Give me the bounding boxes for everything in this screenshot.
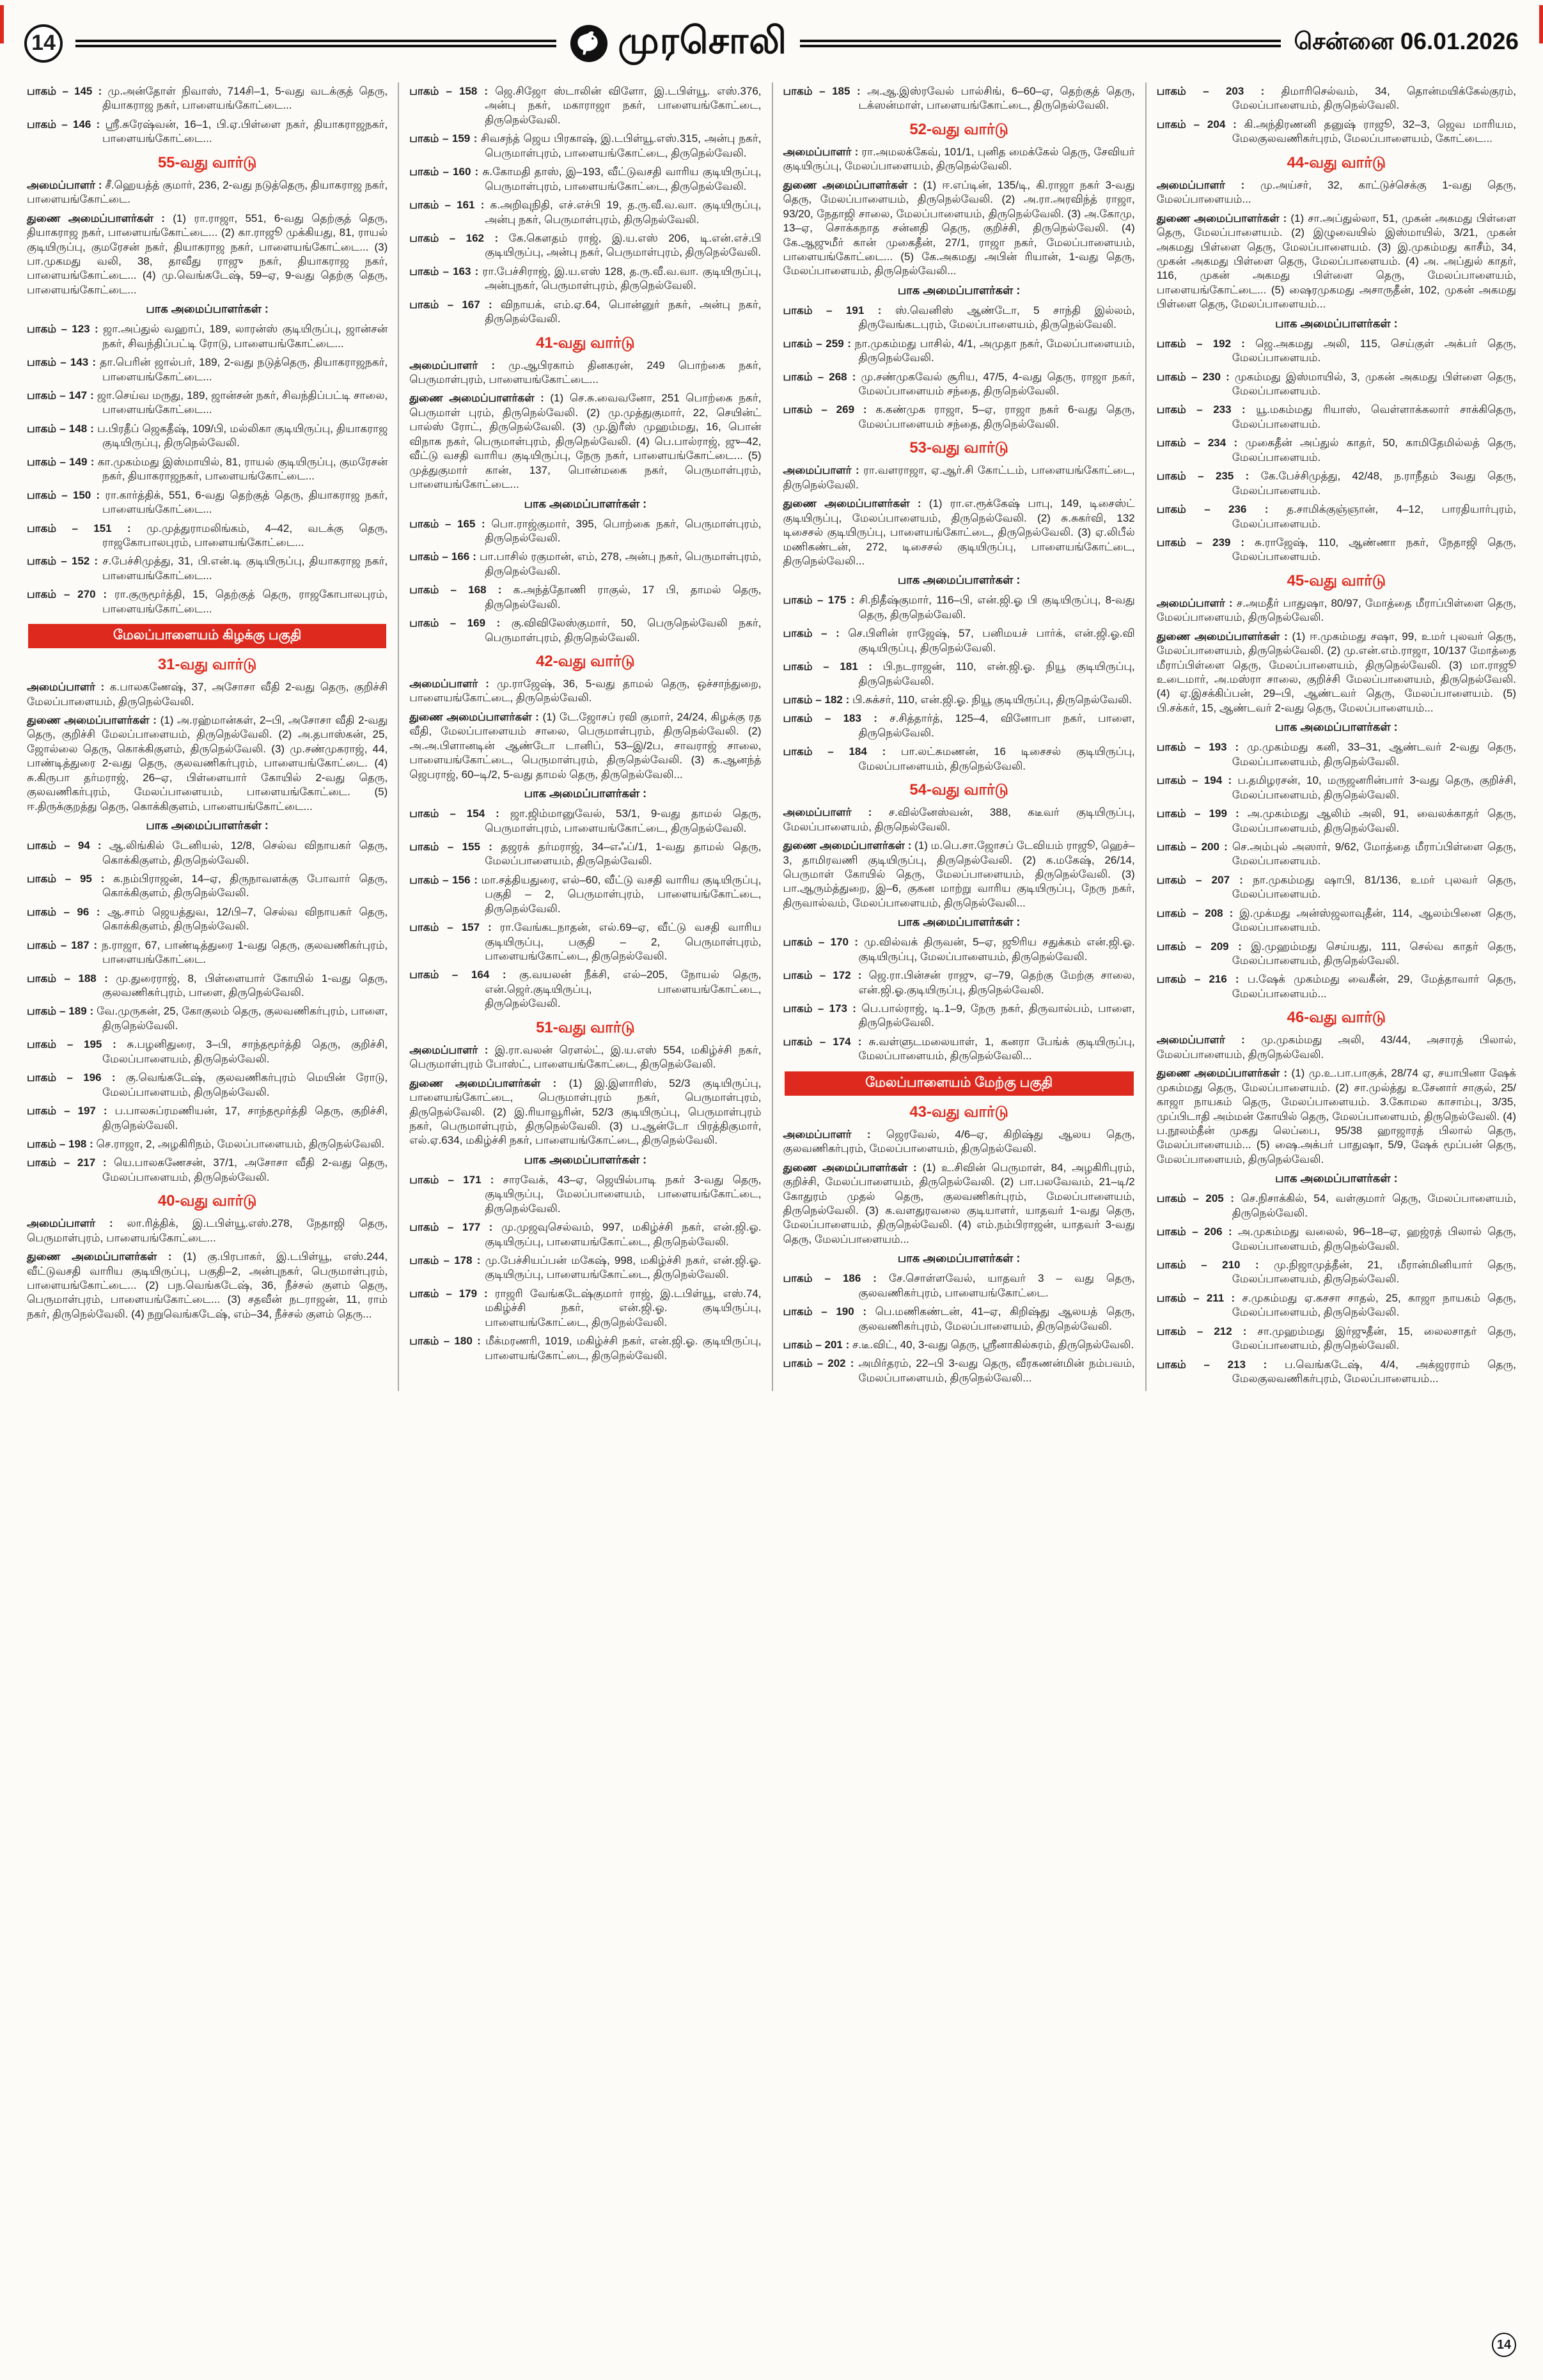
group-label: பாக அமைப்பாளர்கள் : (1275, 1172, 1398, 1185)
group-label: பாக அமைப்பாளர்கள் : (146, 302, 269, 316)
paagam-number-label: பாகம் – 200 : (1156, 840, 1233, 853)
group-label: பாக அமைப்பாளர்கள் : (897, 283, 1021, 297)
paagam-number-label: பாகம் – 175 : (783, 594, 859, 607)
paagam-number-label: பாகம் – 198 : (27, 1137, 97, 1150)
paagam-number-label: பாகம் – 182 : (783, 694, 852, 706)
murasoli-rooster-logo-icon (569, 24, 609, 63)
paagam-entry: பாகம் – 213 : ப.வெங்கடேஷ், 4/4, அக்ஜரராம் தெரு, மேலகுலவணிகர்புரம், மேலப்பாளையம்... (1156, 1358, 1516, 1385)
paagam-entry: பாகம் – 212 : சா.முஹம்மது இர்ஜுதீன், 15, லைலசாதர் தெரு, மேலப்பாளையம், திருநெல்வேலி. (1156, 1325, 1516, 1352)
paagam-number-label: பாகம் – 217 : (27, 1156, 114, 1169)
paagam-entry: பாகம் – 206 : அ.முகம்மது வலைல், 96–18–ஏ, ஹஜ்ரத் பிலால் தெரு, மேலப்பாளையம், திருநெல்வேலி. (1156, 1225, 1516, 1252)
paagam-number-label: பாகம் – 193 : (1156, 741, 1248, 754)
paagam-number-label: பாகம் – 170 : (783, 936, 865, 949)
ward-title: 53-வது வார்டு (909, 439, 1008, 457)
role-paragraph: துணை அமைப்பாளர்கள் : (1) ரா.ராஜா, 551, 6-வது தெற்குத் தெரு, தியாகராஜ நகர், பாளையங்கோட்டை... (2) கா.ராஜூ முக்கியது, 81, ராயல் குடியிருப்பு, குமரேசன் நகர், தியாகராஜ நகர், பாளையங்கோட்டை... (3) பா.முகமது வலி, 38, தாவீது ராஜு நகர், தியாகராஜ நகர், பாளையங்கோட்டை... (4) மு.வெங்கடேஷ், 59–ஏ, 9-வது தெற்கு தெரு, பாளையங்கோட்டை... (27, 212, 388, 296)
paagam-entry: பாகம் – 210 : மு.நிஜாமுத்தீன், 21, மீரான்மினியார் தெரு, மேலப்பாளையம், திருநெல்வேலி. (1156, 1259, 1516, 1286)
paagam-entry: பாகம் – 182 : பி.சுக்சர், 110, என்.ஜி.ஓ. நியூ குடியிருப்பு, திருநெல்வேலி. (783, 694, 1132, 706)
role-lead-label: துணை அமைப்பாளர்கள் : (1156, 212, 1291, 224)
paagam-number-label: பாகம் – 169 : (409, 617, 512, 630)
paagam-number-label: பாகம் – 213 : (1156, 1358, 1285, 1371)
paagam-number-label: பாகம் – 204 : (1156, 118, 1244, 130)
paagam-number-label: பாகம் – 196 : (27, 1071, 126, 1084)
role-paragraph: துணை அமைப்பாளர்கள் : (1) செ.சு.வைவனோ, 251 பொற்கை நகர், பெருமாள் புரம், திருநெல்வேலி. (2) மு.முத்துகுமார், 22, செயின்ட் பால்ஸ் ரோட், திருநெல்வேலி. (3) மு.இரீஸ் முஹம்மது, 16, பொன் விநாக நகர், பெருமாள்புரம், திருநெல்வேலி. (4) பெ.பால்ராஜ், ஜு–42, வீட்டு வசதி வாரிய குடியிருப்பு, நேரு நகர், பாளையங்கோட்டை... (5) முத்துகுமார் கான், 137, பொன்மகை நகர், பெருமாள்புரம், பாளையங்கோட்டை... (409, 392, 762, 491)
paagam-number-label: பாகம் – 168 : (409, 584, 513, 596)
paagam-entry: பாகம் – 181 : பி.நடராஜன், 110, என்.ஜி.ஓ. நியூ குடியிருப்பு, திருநெல்வேலி. (783, 660, 1135, 687)
paagam-entry: பாகம் – 146 : ஸ்ரீ.சுரேஷ்வன், 16–1, பி.ஏ.பிள்ளை நகர், தியாகராஜநகர், பாளையங்கோட்டை... (27, 118, 388, 145)
role-lead-label: துணை அமைப்பாளர்கள் : (783, 839, 915, 852)
paagam-number-label: பாகம் – 155 : (409, 840, 501, 853)
masthead-rule-right (800, 40, 1281, 47)
ward-title: 31-வது வார்டு (157, 656, 257, 674)
paagam-entry: பாகம் – 236 : த.சாமிக்குஞ்ஞான், 4–12, பாரதியார்புரம், மேலப்பாளையம். (1156, 503, 1516, 530)
paagam-entry: பாகம் – 230 : முகம்மது இஸ்மாயில், 3, முகன் அகமது பிள்ளை தெரு, மேலப்பாளையம். (1156, 370, 1516, 397)
paagam-entry: பாகம் – 183 : ச.சித்தார்த், 125–4, வினோபா நகர், பாளை, திருநெல்வேலி. (783, 712, 1135, 739)
paagam-number-label: பாகம் – : (783, 627, 849, 640)
paagam-entry: பாகம் – 199 : அ.முகம்மது ஆலிம் அலி, 91, வைலக்காதர் தெரு, மேலப்பாளையம், திருநெல்வேலி. (1156, 807, 1516, 834)
role-paragraph: அமைப்பாளர் : சீ.ஹெயத்த் குமார், 236, 2-வது நடுத்தெரு, தியாகராஜ நகர், பாளையங்கோட்டை. (27, 178, 388, 206)
paagam-entry: பாகம் – 207 : நா.முகம்மது ஷாபி, 81/136, உமர் புலவர் தெரு, மேலப்பாளையம். (1156, 873, 1516, 901)
paagam-entry: பாகம் – 198 : செ.ராஜா, 2, அழகிரிநம், மேலப்பாளையம், திருநெல்வேலி. (27, 1137, 385, 1150)
paagam-entry: பாகம் – 174 : சு.வள்ளுடமலையாள், 1, கனரா பேங்க் குடியிருப்பு, மேலப்பாளையம், திருநெல்வேலி... (783, 1035, 1135, 1062)
paagam-entry: பாகம் – 161 : க.அறிவுநிதி, எச்.எச்பி 19, த.ரு.வீ.வ.வா. குடியிருப்பு, அன்பு நகர், பெருமாள்புரம், திருநெல்வேலி. (409, 199, 762, 226)
paagam-number-label: பாகம் – 230 : (1156, 370, 1235, 383)
paagam-entry: பாகம் – 151 : மு.முத்துராமலிங்கம், 4–42, வடக்கு தெரு, ராஜகோபாலபுரம், பாளையங்கோட்டை... (27, 522, 388, 548)
paagam-number-label: பாகம் – 184 : (783, 745, 901, 758)
paagam-number-label: பாகம் – 145 : (27, 85, 108, 97)
role-paragraph: அமைப்பாளர் : மு.அய்சர், 32, காட்டுச்செக்கு 1-வது தெரு, மேலப்பாளையம்... (1156, 178, 1517, 206)
group-label: பாக அமைப்பாளர்கள் : (897, 1252, 1021, 1265)
paagam-entry: பாகம் – 190 : பெ.மணிகண்டன், 41–ஏ, கிறிஷ்து ஆலயத் தெரு, குலவணிகர்புரம், மேலப்பாளையம், திருநெல்வேலி. (783, 1305, 1135, 1332)
paagam-entry: பாகம் – 156 : மா.சத்தியதுரை, எல்–60, வீட்டு வசதி வாரிய குடியிருப்பு, பகுதி – 2, பெருமாள்புரம், பாளையங்கோட்டை, திருநெல்வேலி. (409, 873, 762, 915)
paagam-number-label: பாகம் – 235 : (1156, 470, 1261, 483)
paagam-entry: பாகம் – 268 : மு.சண்முகவேல் சூரிய, 47/5, 4-வது தெரு, ராஜா நகர், மேலப்பாளையம் சந்தை, திருநெல்வேலி. (783, 370, 1135, 397)
paagam-entry: பாகம் – 180 : மீக்மரணரி, 1019, மகிழ்ச்சி நகர், என்.ஜி.ஓ. குடியிருப்பு, பாளையங்கோட்டை, திருநெல்வேலி. (409, 1335, 762, 1362)
paagam-number-label: பாகம் – 216 : (1156, 973, 1248, 986)
paagam-entry: பாகம் – 188 : மு.துரைராஜ், 8, பிள்ளையார் கோயில் 1-வது தெரு, குலவணிகர்புரம், பாளை, திருநெல்வேலி. (27, 972, 388, 999)
role-lead-label: துணை அமைப்பாளர்கள் : (1156, 1067, 1292, 1080)
group-label: பாக அமைப்பாளர்கள் : (897, 573, 1021, 587)
role-paragraph: அமைப்பாளர் : க.பாலகணேஷ், 37, அசோசா வீதி 2-வது தெரு, குறிச்சி மேலப்பாளையம், திருநெல்வேலி. (27, 681, 388, 708)
paagam-entry: பாகம் – 179 : ராஜரி வேங்கடேஷ்குமார் ராஜ், இ.டபிள்யூ, எஸ்.74, மகிழ்ச்சி நகர், என்.ஜி.ஓ. குடியிருப்பு, பாளையங்கோட்டை, திருநெல்வேலி. (409, 1287, 762, 1328)
paagam-number-label: பாகம் – 189 : (27, 1005, 97, 1018)
group-label: பாக அமைப்பாளர்கள் : (524, 787, 647, 800)
paagam-entry: பாகம் – 217 : யெ.பாலகணேசன், 37/1, அசோசா வீதி 2-வது தெரு, மேலப்பாளையம், திருநெல்வேலி. (27, 1156, 388, 1183)
group-label: பாக அமைப்பாளர்கள் : (524, 497, 647, 510)
page-number-badge: 14 (24, 24, 63, 63)
role-lead-label: அமைப்பாளர் : (1156, 178, 1260, 191)
role-lead-label: துணை அமைப்பாளர்கள் : (27, 714, 161, 726)
paagam-entry: பாகம் – 152 : ச.பேச்சிமுத்து, 31, பி.என்.டி குடியிருப்பு, தியாகராஜ நகர், பாளையங்கோட்டை... (27, 555, 388, 582)
paagam-number-label: பாகம் – 172 : (783, 969, 869, 982)
paagam-entry: பாகம் – 270 : ரா.குருமூர்த்தி, 15, தெற்குத் தெரு, ராஜகோபாலபுரம், பாளையங்கோட்டை... (27, 588, 388, 615)
edition-date (1294, 28, 1519, 58)
paagam-entry: பாகம் – 168 : க.அந்த்தோணி ராகுல், 17 பி, தாமல் தெரு, திருநெல்வேலி. (409, 584, 762, 611)
paagam-entry: பாகம் – 233 : யூ.மகம்மது ரியாஸ், வெள்ளாக்கலார் சாக்கிதெரு, மேலப்பாளையம். (1156, 403, 1516, 430)
role-lead-label: அமைப்பாளர் : (27, 178, 106, 191)
paagam-entry: பாகம் – 162 : கே.கௌதம் ராஜ், இ.ய.எஸ் 206, டி.என்.எச்.பி குடியிருப்பு, அன்பு நகர், பெருமாள்புரம், திருநெல்வேலி. (409, 231, 762, 259)
paagam-number-label: பாகம் – 268 : (783, 370, 861, 383)
paagam-number-label: பாகம் – 161 : (409, 199, 490, 212)
ward-title: 54-வது வார்டு (909, 781, 1008, 799)
paagam-entry: பாகம் – 145 : மு.அன்தோள் நிவாஸ், 714சி–1, 5-வது வடக்குத் தெரு, தியாகராஜ நகர், பாளையங்கோட்டை... (27, 85, 388, 112)
paagam-entry: பாகம் – 201 : ச.டீ.விட், 40, 3-வது தெரு, ஸ்ரீனாகில்சுரம், திருநெல்வேலி. (783, 1339, 1134, 1351)
paagam-entry: பாகம் – 204 : கி.அந்திரணனி தனுஷ் ராஜூ, 32–3, ஜெவ மாரியம, மேலகுலவணிகர்புரம், மேலப்பாளையம், கோட்டை... (1156, 118, 1517, 145)
paagam-entry: பாகம் – 235 : கே.பேச்சிமுத்து, 42/48, ந.ராநீதம் 3வது தெரு, மேலப்பாளையம். (1156, 470, 1516, 497)
paagam-number-label: பாகம் – 171 : (409, 1173, 503, 1186)
role-paragraph: அமைப்பாளர் : ரா.அமலக்கேவ், 101/1, புனித மைக்கேல் தெரு, சேவியர் குடியிருப்பு, மேலப்பாளையம், திருநெல்வேலி. (783, 145, 1135, 173)
paagam-number-label: பாகம் – 157 : (409, 921, 500, 934)
paagam-number-label: பாகம் – 191 : (783, 304, 895, 316)
masthead-title: முரசொலி (618, 20, 788, 61)
paagam-number-label: பாகம் – 183 : (783, 712, 890, 725)
role-paragraph: துணை அமைப்பாளர்கள் : (1) மு.உ.பா.பாகுக், 28/74 ஏ, சயாபினா ஷேக் முகம்மது தெரு, மேலப்பாளையம். (2) சா.முல்த்து உசேனார் சாகுல், 25/காஜா நாயகம் தெரு, மேலப்பாளையம். 3.கோமல காசாம்பு, 3/35, முப்பிடாதி அம்மன் கோயில் தெரு, மேலப்பாளையம், திருநெல்வேலி. (4) ப.நூலம்தீன் முகது லெப்பை, 95/38 ஹாஜாரத் பிலால் தெரு, மேலப்பாளையம்... (5) ஷை.அக்பர் பாதுஷா, 5/9, ஷேக் மூப்பன் தெரு, மேலப்பாளையம், திருநெல்வேலி. (1156, 1067, 1516, 1165)
paagam-entry: பாகம் – 158 : ஜெ.சிஜோ ஸ்டாலின் விளோ, இ.டபிள்யூ. எஸ்.376, அன்பு நகர், மகாராஜா நகர், பாளையங்கோட்டை, திருநெல்வேலி. (409, 85, 762, 126)
role-paragraph: அமைப்பாளர் : ஜெரவேல், 4/6–ஏ, கிறிஷ்து ஆலய தெரு, குலவணிகர்புரம், மேலப்பாளையம், திருநெல்வேலி. (783, 1128, 1135, 1155)
group-label: பாக அமைப்பாளர்கள் : (1275, 720, 1398, 734)
paagam-entry: பாகம் – 269 : க.கண்முக ராஜா, 5–ஏ, ராஜா நகர் 6-வது தெரு, மேலப்பாளையம் சந்தை, திருநெல்வேலி. (783, 403, 1135, 430)
paagam-entry: பாகம் – 175 : சி.நிதீஷ்குமார், 116–பி, என்.ஜி.ஓ பி குடியிருப்பு, 8-வது தெரு, திருநெல்வேலி. (783, 594, 1135, 621)
paagam-entry: பாகம் – 184 : பா.லட்சுமணன், 16 டிசைசல் குடியிருப்பு, மேலப்பாளையம், திருநெல்வேலி. (783, 745, 1135, 772)
paagam-entry: பாகம் – 164 : கு.வயலன் நீக்சி, எல்–205, நோயல் தெரு, என்.ஜெர்.குடியிருப்பு, பாளையங்கோட்டை, திருநெல்வேலி. (409, 968, 762, 1010)
paagam-entry: பாகம் – 147 : ஜா.செய்வ மருது, 189, ஜான்சன் நகர், சிவந்திப்பட்டி சாலை, பாளையங்கோட்டை... (27, 389, 388, 416)
paagam-number-label: பாகம் – 188 : (27, 972, 116, 984)
paagam-number-label: பாகம் – 199 : (1156, 807, 1248, 820)
paagam-number-label: பாகம் – 158 : (409, 85, 496, 97)
role-paragraph: அமைப்பாளர் : ரா.வளராஜா, ஏ.ஆர்.சி கோட்டம், பாளையங்கோட்டை, திருநெல்வேலி. (783, 464, 1135, 491)
paagam-entry: பாகம் – 178 : மு.பேச்சியப்பன் மகேஷ், 998, மகிழ்ச்சி நகர், என்.ஜி.ஓ. குடியிருப்பு, பாளையங்கோட்டை, திருநெல்வேலி. (409, 1254, 762, 1281)
role-paragraph: அமைப்பாளர் : ச.அமதீர் பாதுஷா, 80/97, மோத்தை மீராப்பிள்ளை தெரு, மேலப்பாளையம், திருநெல்வேலி. (1156, 596, 1516, 624)
role-paragraph: துணை அமைப்பாளர்கள் : (1) ஈ.எப்டின், 135/டி, கி.ராஜா நகர் 3-வது தெரு, மேலப்பாளையம், திருநெல்வேலி. (2) அ.ரா.அரவிந்த் ராஜா, 93/20, நேதாஜி சாலை, மேலப்பாளையம், திருநெல்வேலி. (3) அ.கோமு, 13–ஏ, சொக்கநாத சன்னதி தெரு, குறிச்சி, திருநெல்வேலி. (4) கே.ஆஜுமீர் கான் முகைதீன், 27/1, ராஜா நகர், மேலப்பாளையம், பாளையங்கோட்டை... (5) கே.அகமது அபின் ரியான், 1-வது தெரு, மேலப்பாளையம், திருநெல்வேலி... (783, 178, 1135, 277)
role-lead-label: அமைப்பாளர் : (783, 464, 864, 477)
paagam-number-label: பாகம் – 146 : (27, 118, 106, 130)
role-paragraph: துணை அமைப்பாளர்கள் : (1) இ.இளாரிஸ், 52/3 குடியிருப்பு, பாளையங்கோட்டை, பெருமாள்புரம் நகர், பெருமாள்புரம், திருநெல்வேலி. (2) இ.ரியாவூரின், 52/3 குடியிருப்பு, பெருமாள்புரம் நகர், பெருமாள்புரம், திருநெல்வேலி. (3) ப.ஆன்டோ பிரத்திகுமார், எல்.ஏ.634, மகிழ்ச்சி நகர், பாளையங்கோட்டை, திருநெல்வேலி. (409, 1077, 762, 1147)
ward-title: 43-வது வார்டு (909, 1103, 1008, 1121)
role-lead-label: துணை அமைப்பாளர்கள் : (783, 497, 929, 510)
paagam-entry: பாகம் – 160 : சு.கோமதி தாஸ், இ–193, வீட்டுவசதி வாரிய குடியிருப்பு, பெருமாள்புரம், பாளையங்கோட்டை, திருநெல்வேலி. (409, 166, 762, 192)
paagam-entry: பாகம் – 202 : அமிர்தரம், 22–பி 3-வது தெரு, வீரகணன்மின் நம்பவம், மேலப்பாளையம், திருநெல்வேலி... (783, 1357, 1135, 1384)
role-paragraph: துணை அமைப்பாளர்கள் : (1) ம.பெ.சா.ஜோசப் டேவியம் ராஜூ, ஹெச்–3, தாமிரவணி குடியிருப்பு, திருநெல்வேலி. (2) க.மகேஷ், 26/14, பெருமாள் கோயில் தெரு, மேலப்பாளையம், திருநெல்வேலி. (3) பா.ஆரும்த்துறை, இ–6, குகன மாற்று வாரிய குடியிருப்பு, நேரு நகர், திருவால்வம், மேலப்பாளையம், திருநெல்வேலி... (783, 839, 1135, 909)
role-paragraph: துணை அமைப்பாளர்கள் : (1) கு.பிரபாகர், இ.டபிள்யூ, எஸ்.244, வீட்டுவசதி வாரிய குடியிருப்பு, பகுதி–2, அன்புநகர், பெருமாள்புரம், பாளையங்கோட்டை... (2) பந.வெங்கடேஷ், 36, நீச்சல் குளம் தெரு, பெருமாள்புரம், பாளையங்கோட்டை... (3) சதவீன் நடராஜன், 11, ராம் நகர், திருநெல்வேலி. (4) நறுவெங்கடேஷ், எம்–34, நீச்சல் குளம் தெரு... (27, 1250, 388, 1320)
group-label: பாக அமைப்பாளர்கள் : (897, 915, 1021, 929)
section-banner: மேலப்பாளையம் மேற்கு பகுதி (785, 1071, 1134, 1096)
role-lead-label: அமைப்பாளர் : (1156, 596, 1237, 609)
paagam-entry: பாகம் – 205 : செ.நிசாக்கில், 54, வள்குமார் தெரு, மேலப்பாளையம், திருநெல்வேலி. (1156, 1192, 1516, 1219)
paagam-number-label: பாகம் – 202 : (783, 1357, 859, 1370)
ward-title: 51-வது வார்டு (536, 1018, 635, 1036)
paagam-number-label: பாகம் – 154 : (409, 807, 510, 820)
paagam-entry: பாகம் – 189 : வே.முருகன், 25, கோகுலம் தெரு, குலவணிகர்புரம், பாளை, திருநெல்வேலி. (27, 1005, 388, 1032)
role-lead-label: அமைப்பாளர் : (27, 1217, 127, 1230)
paagam-entry: பாகம் – 209 : இ.முஹம்மது செய்யது, 111, செல்வ காதர் தெரு, மேலப்பாளையம், திருநெல்வேலி. (1156, 940, 1516, 967)
ward-title: 46-வது வார்டு (1287, 1009, 1386, 1027)
column-3 (772, 82, 1145, 1391)
paagam-entry: பாகம் – 208 : இ.முக்மது அன்ஸ்ஜலாவுதீன், 114, ஆலம்பினை தெரு, மேலப்பாளையம். (1156, 906, 1516, 934)
paagam-entry: பாகம் – 172 : ஜெ.ரா.பின்சன் ராஜு, ஏ–79, தெற்கு மேற்கு சாலை, என்.ஜி.ஓ.குடியிருப்பு, திருநெல்வேலி. (783, 969, 1135, 996)
paagam-number-label: பாகம் – 96 : (27, 905, 107, 918)
paagam-entry: பாகம் – 95 : க.நம்பிராஜன், 14–ஏ, திருநாவளக்கு போவார் தெரு, கொக்கிகுளம், திருநெல்வேலி. (27, 872, 388, 899)
paagam-entry: பாகம் – 193 : மு.முகம்மது கனி, 33–31, ஆண்டவர் 2-வது தெரு, மேலப்பாளையம், திருநெல்வேலி. (1156, 741, 1516, 768)
paagam-number-label: பாகம் – 164 : (409, 968, 520, 981)
paagam-number-label: பாகம் – 177 : (409, 1221, 501, 1234)
paagam-entry: பாகம் – 191 : ஸ்.வெனிஸ் ஆண்டோ, 5 சாந்தி இல்லம், திருவேங்கடபுரம், மேலப்பாளையம், திருநெல்வேலி. (783, 304, 1135, 331)
paagam-entry: பாகம் – 197 : ப.பாலசுப்ரமணியன், 17, சாந்தமூர்த்தி தெரு, குறிச்சி, திருநெல்வேலி. (27, 1105, 388, 1132)
group-label: பாக அமைப்பாளர்கள் : (146, 819, 269, 832)
section-banner: மேலப்பாளையம் கிழக்கு பகுதி (28, 624, 386, 648)
masthead-rule-left (75, 40, 556, 47)
paagam-entry: பாகம் – 186 : சே.சொள்ளவேல், யாதவர் 3 – வது தெரு, குலவணிகர்புரம், பாளையங்கோட்டை. (783, 1272, 1135, 1299)
paagam-number-label: பாகம் – 197 : (27, 1105, 115, 1117)
paagam-number-label: பாகம் – 233 : (1156, 403, 1257, 416)
role-paragraph: துணை அமைப்பாளர்கள் : (1) உ.சிவின் பெருமாள், 84, அழகிரிபுரம், குறிச்சி, மேலப்பாளையம், திருநெல்வேலி. (2) பா.பலவேவம், 21–டி/2 கோதுரம் முதல் தெரு, குலவணிகர்புரம், மேலப்பாளையம், திருநெல்வேலி. (3) க.வளதுரவலை குடியாளர், யாதவர் 1-வது தெரு, மேலப்பாளையம், திருநெல்வேலி. (4) எம்.நம்பிராஜன், யாதவர் 3-வது தெரு, மேலப்பாளையம்... (783, 1161, 1135, 1245)
column-1 (24, 82, 398, 1391)
paagam-entry: பாகம் – 185 : அ.ஆ.இஸ்ரவேல் பால்சிங், 6–60–ஏ, தெற்குத் தெரு, டக்ஸன்மாள், பாளையங்கோட்டை, திருநெல்வேலி. (783, 85, 1135, 112)
paagam-entry: பாகம் – 157 : ரா.வேங்கடநாதன், எல்.69–ஏ, வீட்டு வசதி வாரிய குடியிருப்பு, பகுதி – 2, பெருமாள்புரம், பாளையங்கோட்டை, திருநெல்வேலி. (409, 921, 762, 962)
role-paragraph: துணை அமைப்பாளர்கள் : (1) டே.ஜோசப் ரவி குமார், 24/24, கிழக்கு ரத வீதி, மேலப்பாளையம் சாலை, பெருமாள்புரம், திருநெல்வேலி. (2) அ.அ.பிளானடின் ஆண்டோ டானிப், 53–இ/2ப, சாவராஜ் சாலை, பாளையங்கோட்டை, பெருமாள்புரம், திருநெல்வேலி. (3) க.ஆனந்த் ஜெபராஜ், 60–டி/2, 5-வது தாமல் தெரு, திருநெல்வேலி... (409, 710, 762, 781)
group-label: பாக அமைப்பாளர்கள் : (1275, 316, 1398, 330)
paagam-number-label: பாகம் – 203 : (1156, 85, 1281, 97)
paagam-entry: பாகம் – 194 : ப.தமிழரசன், 10, மருஜனரின்பார் 3-வது தெரு, குறிச்சி, மேலப்பாளையம், திருநெல்வேலி. (1156, 774, 1516, 801)
paagam-number-label: பாகம் – 201 : (783, 1339, 852, 1351)
paagam-entry: பாகம் – 163 : ரா.பேச்சிராஜ், இ.ய.எஸ் 128, த.ரு.வீ.வ.வா. குடியிருப்பு, அன்புநகர், பெருமாள்புரம், திருநெல்வேலி. (409, 265, 762, 292)
role-lead-label: துணை அமைப்பாளர்கள் : (409, 710, 543, 723)
paagam-number-label: பாகம் – 186 : (783, 1272, 889, 1285)
paagam-entry: பாகம் – 148 : ப.பிரதீப் ஜெகதீஷ், 109/பி, மல்லிகா குடியிருப்பு, தியாகராஜ குடியிருப்பு, திருநெல்வேலி. (27, 422, 388, 449)
paagam-entry: பாகம் – 216 : ப.ஷேக் முகம்மது வைகீன், 29, மேத்தாவார் தெரு, மேலப்பாளையம்... (1156, 973, 1516, 1000)
paagam-number-label: பாகம் – 205 : (1156, 1192, 1241, 1205)
paagam-number-label: பாகம் – 152 : (27, 555, 103, 568)
paagam-number-label: பாகம் – 234 : (1156, 437, 1246, 449)
role-paragraph: துணை அமைப்பாளர்கள் : (1) ரா.எ.ரூக்கேஷ் பாபு, 149, டிசைஸ்ட் குடியிருப்பு, மேலப்பாளையம், திருநெல்வேலி. (2) சு.சுகர்வி, 132 டிசைசல் குடியிருப்பு, பாளையங்கோட்டை, திருநெல்வேலி. (3) ஏ.லிபீல் மணிகண்டன், 272, டிசைசல் குடியிருப்பு, பாளையங்கோட்டை, திருநெல்வேலி... (783, 497, 1135, 567)
role-lead-label: அமைப்பாளர் : (1156, 1034, 1261, 1046)
role-lead-label: அமைப்பாளர் : (783, 145, 862, 158)
role-lead-label: துணை அமைப்பாளர்கள் : (409, 1077, 569, 1089)
paagam-number-label: பாகம் – 190 : (783, 1305, 875, 1318)
paagam-entry: பாகம் – 96 : ஆ.சாம் ஜெயத்துவ, 12/பி–7, செல்வ விநாயகர் தெரு, கொக்கிகுளம், திருநெல்வேலி. (27, 905, 388, 933)
columns-area (24, 82, 1519, 1391)
paagam-number-label: பாகம் – 159 : (409, 132, 482, 145)
ward-title: 42-வது வார்டு (536, 653, 635, 670)
ward-title: 40-வது வார்டு (157, 1192, 257, 1210)
paagam-number-label: பாகம் – 194 : (1156, 774, 1238, 787)
paagam-number-label: பாகம் – 151 : (27, 522, 147, 534)
paagam-number-label: பாகம் – 174 : (783, 1035, 869, 1048)
paagam-number-label: பாகம் – 206 : (1156, 1225, 1239, 1238)
paagam-entry: பாகம் – 200 : செ.அம்புல் அஸார், 9/62, மோத்தை மீராப்பிள்ளை தெரு, மேலப்பாளையம். (1156, 840, 1516, 867)
paagam-entry: பாகம் – 203 : திமாரிசெல்வம், 34, தொன்மயிக்கேல்குரம், மேலப்பாளையம், திருநெல்வேலி. (1156, 85, 1516, 112)
ward-title: 41-வது வார்டு (536, 334, 635, 352)
paagam-entry: பாகம் – 187 : ந.ராஜா, 67, பாண்டித்துரை 1-வது தெரு, குலவணிகர்புரம், பாளையங்கோட்டை. (27, 938, 388, 966)
paagam-number-label: பாகம் – 149 : (27, 455, 98, 468)
paagam-entry: பாகம் – 150 : ரா.கார்த்திக், 551, 6-வது தெற்குத் தெரு, தியாகராஜ நகர், பாளையங்கோட்டை... (27, 488, 388, 516)
paagam-entry: பாகம் – 166 : பா.பாசில் ரகுமான், எம், 278, அன்பு நகர், பெருமாள்புரம், திருநெல்வேலி. (409, 550, 762, 577)
role-lead-label: துணை அமைப்பாளர்கள் : (783, 1161, 923, 1174)
role-lead-label: துணை அமைப்பாளர்கள் : (27, 1250, 184, 1263)
paagam-number-label: பாகம் – 173 : (783, 1002, 862, 1015)
role-paragraph: அமைப்பாளர் : ச.வில்னேஸ்வன், 388, கடீவர் குடியிருப்பு, மேலப்பாளையம், திருநெல்வேலி. (783, 806, 1135, 833)
paagam-number-label: பாகம் – 236 : (1156, 503, 1287, 516)
paagam-number-label: பாகம் – 167 : (409, 298, 501, 311)
paagam-entry: பாகம் – 154 : ஜா.ஜிம்மானுவேல், 53/1, 9-வது தாமல் தெரு, பெருமாள்புரம், பாளையங்கோட்டை, திருநெல்வேலி. (409, 807, 762, 834)
paagam-number-label: பாகம் – 94 : (27, 839, 109, 852)
role-lead-label: அமைப்பாளர் : (783, 1128, 886, 1140)
role-lead-label: துணை அமைப்பாளர்கள் : (27, 212, 173, 224)
paagam-number-label: பாகம் – 259 : (783, 337, 855, 350)
date-label: 06.01.2026 (1400, 28, 1519, 54)
masthead-logo-group (569, 19, 787, 67)
paagam-entry: பாகம் – 211 : ச.முகம்மது ஏ.கசசா சாதல், 25, காஜா நாயகம் தெரு, மேலப்பாளையம், திருநெல்வேலி. (1156, 1291, 1516, 1319)
paagam-entry: பாகம் – 169 : கு.விவிலேஸ்குமார், 50, பெருநெல்வேலி நகர், பெருமாள்புரம், திருநெல்வேலி. (409, 617, 762, 644)
paagam-entry: பாகம் – 192 : ஜெ.அகமது அலி, 115, செய்குள் அக்பர் தெரு, மேலப்பாளையம். (1156, 337, 1516, 364)
paagam-number-label: பாகம் – 269 : (783, 403, 876, 416)
paagam-number-label: பாகம் – 95 : (27, 872, 113, 885)
paagam-entry: பாகம் – 149 : கா.முகம்மது இஸ்மாயில், 81, ராயல் குடியிருப்பு, குமரேசன் நகர், தியாகராஜநகர், பாளையங்கோட்டை... (27, 455, 388, 483)
paagam-entry: பாகம் – 196 : கு.வெங்கடேஷ், குலவணிகர்புரம் மெயின் ரோடு, மேலப்பாளையம், திருநெல்வேலி. (27, 1071, 388, 1098)
role-paragraph: அமைப்பாளர் : இ.ரா.வலன் ரௌல்ட், இ.ய.எஸ் 554, மகிழ்ச்சி நகர், பெருமாள்புரம் போஸ்ட், பாளையங்கோட்டை, திருநெல்வேலி. (409, 1043, 762, 1071)
paagam-number-label: பாகம் – 192 : (1156, 337, 1256, 350)
paagam-entry: பாகம் – 234 : முகைதீன் அப்துல் காதர், 50, காமிதேமில்லத் தெரு, மேலப்பாளையம். (1156, 437, 1516, 463)
paagam-number-label: பாகம் – 239 : (1156, 536, 1255, 548)
paagam-number-label: பாகம் – 212 : (1156, 1325, 1258, 1337)
paagam-number-label: பாகம் – 143 : (27, 356, 100, 369)
paagam-number-label: பாகம் – 270 : (27, 588, 114, 601)
paagam-number-label: பாகம் – 123 : (27, 323, 104, 336)
paagam-number-label: பாகம் – 165 : (409, 517, 492, 530)
role-paragraph: அமைப்பாளர் : மு.ராஜேஷ், 36, 5-வது தாமல் தெரு, ஒச்சாந்துறை, பாளையங்கோட்டை, திருநெல்வேலி. (409, 678, 762, 704)
role-lead-label: அமைப்பாளர் : (409, 1043, 495, 1056)
paagam-entry: பாகம் – 165 : பொ.ராஜ்குமார், 395, பொற்கை நகர், பெருமாள்புரம், திருநெல்வேலி. (409, 517, 762, 544)
paagam-number-label: பாகம் – 163 : (409, 265, 483, 277)
paagam-number-label: பாகம் – 208 : (1156, 906, 1240, 919)
ward-title: 55-வது வார்டு (157, 153, 257, 171)
paagam-number-label: பாகம் – 179 : (409, 1287, 495, 1300)
ward-title: 44-வது வார்டு (1287, 153, 1386, 171)
right-bleed-mark (1539, 5, 1543, 43)
paagam-entry: பாகம் – 94 : ஆ.லிங்கில் டேனியல், 12/8, செல்வ விநாயகர் தெரு, கொக்கிகுளம், திருநெல்வேலி. (27, 839, 388, 866)
paagam-number-label: பாகம் – 181 : (783, 660, 883, 673)
group-label: பாக அமைப்பாளர்கள் : (524, 1153, 647, 1166)
role-paragraph: அமைப்பாளர் : மு.முகம்மது அலி, 43/44, அசாரத் பிலால், மேலப்பாளையம், திருநெல்வேலி. (1156, 1034, 1517, 1061)
paagam-number-label: பாகம் – 162 : (409, 231, 509, 244)
paagam-entry: பாகம் – : செ.பிளின் ராஜேஷ், 57, பனிமயச் பார்க், என்.ஜி.ஓ.வி குடியிருப்பு, திருநெல்வேலி. (783, 627, 1135, 654)
role-paragraph: துணை அமைப்பாளர்கள் : (1) சா.அப்துல்லா, 51, முகன் அகமது பிள்ளை தெரு, மேலப்பாளையம். (2) இழுவையில் இஸ்மாயில், 3/21, முகன் அகமது பிள்ளை தெரு, மேலப்பாளையம். (3) இ.முகம்மது காசீம், 34, முகன் அகமது பிள்ளை தெரு, மேலப்பாளையம். (4) அ. அப்துல் காதர், 116, முகன் அகமது பிள்ளை தெரு, மேலப்பாளையம், பாளையங்கோட்டை... (5) ஷைரமுகமது அசாருதீன், 102, முகன் அகமது பிள்ளை தெரு, மேலப்பாளையம்... (1156, 212, 1516, 311)
ward-title: 52-வது வார்டு (909, 120, 1008, 138)
paagam-number-label: பாகம் – 195 : (27, 1038, 127, 1051)
paagam-number-label: பாகம் – 180 : (409, 1335, 486, 1348)
paagam-number-label: பாகம் – 211 : (1156, 1291, 1242, 1304)
paagam-entry: பாகம் – 259 : நா.முகம்மது பாசில், 4/1, அமுதா நகர், மேலப்பாளையம், திருநெல்வேலி. (783, 337, 1135, 364)
paagam-number-label: பாகம் – 209 : (1156, 940, 1251, 953)
paagam-number-label: பாகம் – 187 : (27, 938, 102, 951)
paagam-number-label: பாகம் – 210 : (1156, 1259, 1274, 1271)
paagam-number-label: பாகம் – 166 : (409, 550, 480, 563)
paagam-number-label: பாகம் – 150 : (27, 488, 106, 501)
column-4 (1145, 82, 1519, 1391)
role-lead-label: அமைப்பாளர் : (409, 359, 509, 371)
ward-title: 45-வது வார்டு (1287, 572, 1386, 589)
paagam-entry: பாகம் – 167 : விநாயக், எம்.ஏ.64, பொன்னுர் நகர், அன்பு நகர், திருநெல்வேலி. (409, 298, 762, 325)
paagam-entry: பாகம் – 155 : தஜரக் தர்மராஜ், 34–எஃப்/1, 1-வது தாமல் தெரு, மேலப்பாளையம், திருநெல்வேலி. (409, 840, 762, 867)
role-lead-label: அமைப்பாளர் : (409, 678, 497, 690)
left-bleed-mark (0, 5, 4, 43)
paagam-entry: பாகம் – 123 : ஜா.அப்துல் வஹாப், 189, லாரன்ஸ் குடியிருப்பு, ஜான்சன் நகர், சிவந்திப்பட்டி ரோடு, பாளையங்கோட்டை... (27, 323, 388, 350)
paagam-number-label: பாகம் – 148 : (27, 422, 98, 435)
role-paragraph: அமைப்பாளர் : லா.ரித்திக், இ.டபிள்யூ.எஸ்.278, நேதாஜி தெரு, பெருமாள்புரம், பாளையங்கோட்டை... (27, 1217, 388, 1244)
paagam-entry: பாகம் – 195 : சு.பழனிதுரை, 3–பி, சாந்தமூர்த்தி தெரு, குறிச்சி, மேலப்பாளையம், திருநெல்வேலி. (27, 1038, 388, 1065)
paagam-entry: பாகம் – 171 : சாரவேக், 43–ஏ, ஜெயில்பாடி நகர் 3-வது தெரு, குடியிருப்பு, மேலப்பாளையம், பாளையங்கோட்டை, திருநெல்வேலி. (409, 1173, 762, 1215)
paagam-number-label: பாகம் – 185 : (783, 85, 868, 97)
role-lead-label: துணை அமைப்பாளர்கள் : (783, 178, 923, 191)
role-lead-label: துணை அமைப்பாளர்கள் : (409, 392, 551, 405)
masthead-row (24, 19, 1519, 67)
paagam-number-label: பாகம் – 207 : (1156, 873, 1253, 886)
role-lead-label: அமைப்பாளர் : (783, 806, 889, 819)
column-2 (398, 82, 771, 1391)
role-paragraph: அமைப்பாளர் : மு.ஆபிரகாம் தினகரன், 249 பொற்கை நகர், பெருமாள்புரம், பாளையங்கோட்டை... (409, 359, 762, 385)
paagam-entry: பாகம் – 143 : தா.பெரின் ஜால்பர், 189, 2-வது நடுத்தெரு, தியாகராஜநகர், பாளையங்கோட்டை... (27, 356, 388, 383)
edition-label: சென்னை (1294, 28, 1394, 54)
paagam-number-label: பாகம் – 156 : (409, 873, 482, 886)
role-lead-label: துணை அமைப்பாளர்கள் : (1156, 630, 1292, 642)
paagam-number-label: பாகம் – 160 : (409, 166, 483, 178)
role-paragraph: துணை அமைப்பாளர்கள் : (1) அ.ரஹ்மான்கள், 2–பி, அசோசா வீதி 2-வது தெரு, குறிச்சி மேலப்பாளையம், திருநெல்வேலி. (2) அ.தபாஸ்கன், 25, ஜோல்லை தெரு, கொக்கிகுளம், திருநெல்வேலி. (3) மு.சண்முகராஜ், 44, பாண்டித்துரை 2-வது தெரு, குலவணிகர்புரம், பாளையங்கோட்டை. (4) சு.கிருபா தர்மராஜ், 26–ஏ, பிள்ளையார் கோயில் 2-வது தெரு, குலவணிகர்புரம், மேலப்பாளையம், பாளையங்கோட்டை. (5) ஈ.திருக்குறத்து தெரு, கொக்கிகுளம், பாளையங்கோட்டை... (27, 714, 388, 813)
paagam-entry: பாகம் – 173 : பெ.பால்ராஜ், டி.1–9, நேரு நகர், திருவால்பம், பாளை, திருநெல்வேலி. (783, 1002, 1135, 1029)
paagam-entry: பாகம் – 177 : மு.முஜவுசெல்வம், 997, மகிழ்ச்சி நகர், என்.ஜி.ஓ. குடியிருப்பு, பாளையங்கோட்டை, திருநெல்வேலி. (409, 1221, 762, 1248)
role-paragraph: துணை அமைப்பாளர்கள் : (1) ஈ.முகம்மது சஷா, 99, உமர் புலவர் தெரு, மேலப்பாளையம், திருநெல்வேலி. (2) மு.என்.எம்.ராஜா, 10/137 மோத்தை மீராப்பிள்ளை தெரு, மேலப்பாளையம், திருநெல்வேலி. (3) மா.ராஜூ உடைமார், அ.மஸ்ரா சாலை, குறிச்சி மேலப்பாளையம், திருநெல்வேலி. (4) ஏ.இசக்கிப்பன், 29–பி, ஆண்டவர் தெரு, மேலப்பாளையம். (5) பி.சக்கர், 15, ஆண்டவர் 2-வது தெரு, மேலப்பாளையம்... (1156, 630, 1516, 714)
footer-page-number-badge: 14 (1492, 2333, 1516, 2357)
paagam-entry: பாகம் – 170 : மு.வில்வக் திருவன், 5–ஏ, ஜூரிய சதுக்கம் என்.ஜி.ஓ. குடியிருப்பு, மேலப்பாளையம், திருநெல்வேலி. (783, 936, 1135, 963)
role-lead-label: அமைப்பாளர் : (27, 681, 110, 694)
paagam-number-label: பாகம் – 178 : (409, 1254, 485, 1266)
paagam-entry: பாகம் – 159 : சிவசந்த் ஜெய பிரகாஷ், இ.டபிள்யூ.எஸ்.315, அன்பு நகர், பெருமாள்புரம், பாளையங்கோட்டை, திருநெல்வேலி. (409, 132, 762, 159)
paagam-entry: பாகம் – 239 : சு.ராஜேஷ், 110, ஆண்ணா நகர், நேதாஜி தெரு, மேலப்பாளையம். (1156, 536, 1516, 563)
paagam-number-label: பாகம் – 147 : (27, 389, 97, 401)
